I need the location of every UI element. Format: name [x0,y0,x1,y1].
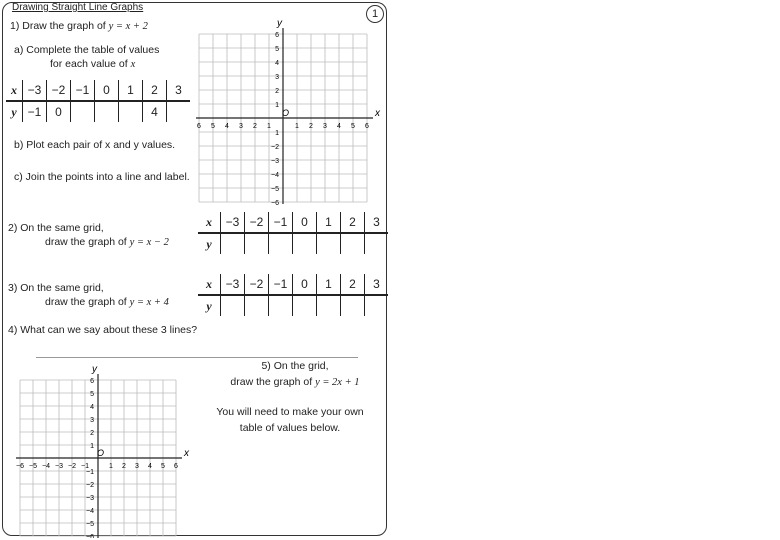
x-tick-label: 1 [109,463,113,470]
q3-table-x-cell: 1 [317,274,341,295]
y-tick-label: −4 [271,172,279,179]
x-tick-label: 6 [197,123,201,130]
q5-line2 [195,376,395,388]
coordinate-grid-2[interactable] [0,356,196,538]
q4-question: 4) What can we say about these 3 lines? [8,324,198,336]
q1-table-y-cell[interactable]: −1 [23,101,47,122]
x-tick-label: −3 [55,463,63,470]
y-tick-label: −6 [86,534,94,538]
q5-line2-text: draw the graph of [230,376,313,388]
origin-label: O [97,448,105,458]
x-tick-label: −2 [68,463,76,470]
x-tick-label: 4 [337,123,341,130]
y-tick-label: 1 [275,102,279,109]
q3-table-x-cell: −2 [245,274,269,295]
page-number-badge: 1 [366,5,384,23]
x-tick-label: 2 [122,463,126,470]
q1-table-x-cell: 2 [143,80,167,101]
q1-table-y-cell[interactable]: 4 [143,101,167,122]
q3-table-y-cell[interactable] [365,295,389,316]
y-tick-label: 2 [275,88,279,95]
q1-part-a-line2-text: for each value of [50,58,128,70]
q3-table-y-cell[interactable] [317,295,341,316]
q3-table-x-cell: −1 [269,274,293,295]
q2-equation: y = x − 2 [129,237,169,248]
x-tick-label: 4 [225,123,229,130]
q2-table-x-cell: 2 [341,212,365,233]
q3-table-y-cell[interactable] [245,295,269,316]
y-tick-label: −1 [86,469,94,476]
q2-line2 [45,236,169,248]
q2-line2-text: draw the graph of [45,236,127,248]
q1-table-x-label: x [6,80,23,101]
q1-part-a-line2 [50,58,135,70]
x-tick-label: 6 [174,463,178,470]
q3-table-x-label: x [198,274,221,295]
x-tick-label: 3 [323,123,327,130]
y-tick-label: −3 [86,495,94,502]
q2-table-y-cell[interactable] [317,233,341,254]
y-tick-label: 2 [90,430,94,437]
x-tick-label: 4 [148,463,152,470]
q1-table-y-cell[interactable] [95,101,119,122]
q2-table-x-cell: −1 [269,212,293,233]
q2-table-y-cell[interactable] [245,233,269,254]
x-axis-label: x [375,108,380,119]
x-tick-label: 5 [211,123,215,130]
q1-table-x-cell: 3 [167,80,191,101]
x-tick-label: 3 [135,463,139,470]
q3-line2 [45,296,169,308]
q1-table-x-cell: 0 [95,80,119,101]
q2-table-y-label: y [206,236,212,251]
q3-table-x-cell: 2 [341,274,365,295]
x-tick-label: 5 [161,463,165,470]
x-tick-label: −6 [16,463,24,470]
y-tick-label: −6 [271,200,279,207]
q2-table-y-cell[interactable] [221,233,245,254]
q1-table-of-values [6,80,190,122]
q3-table-x-cell: −3 [221,274,245,295]
q1-table-x-cell: −2 [47,80,71,101]
x-tick-label: 1 [295,123,299,130]
x-tick-label: 1 [267,123,271,130]
q3-table-y-cell[interactable] [293,295,317,316]
q2-table-y-cell[interactable] [269,233,293,254]
x-tick-label: 2 [253,123,257,130]
q1-part-b: b) Plot each pair of x and y values. [14,139,176,151]
y-tick-label: −3 [271,158,279,165]
origin-label: O [282,108,290,118]
q1-part-a-var: x [130,59,136,70]
y-tick-label: 6 [275,32,279,39]
y-axis-label: y [92,364,97,375]
y-tick-label: 1 [90,443,94,450]
q3-table-y-cell[interactable] [269,295,293,316]
x-tick-label: −4 [42,463,50,470]
q5-line4: table of values below. [239,422,341,434]
q2-table-y-cell[interactable] [365,233,389,254]
q3-equation: y = x + 4 [129,297,169,308]
y-tick-label: 1 [275,130,279,137]
q1-table-y-cell[interactable] [167,101,191,122]
x-axis-label: x [184,448,189,459]
q2-table-x-cell: 3 [365,212,389,233]
y-axis-label: y [277,18,282,29]
y-tick-label: 6 [90,378,94,385]
coordinate-grid-1[interactable] [196,10,386,210]
y-tick-label: −4 [86,508,94,515]
q2-table-x-cell: 1 [317,212,341,233]
y-tick-label: 4 [90,404,94,411]
q1-equation: y = x + 2 [108,21,148,32]
y-tick-label: −2 [86,482,94,489]
q2-table-y-cell[interactable] [341,233,365,254]
y-tick-label: 3 [275,74,279,81]
q1-part-c: c) Join the points into a line and label. [14,171,190,183]
q5-line3: You will need to make your own [216,406,364,418]
y-tick-label: −5 [86,521,94,528]
y-tick-label: 3 [90,417,94,424]
q3-line1: 3) On the same grid, [8,282,104,294]
y-tick-label: 5 [275,46,279,53]
y-tick-label: −2 [271,144,279,151]
x-tick-label: 3 [239,123,243,130]
q1-table-y-cell[interactable]: 0 [47,101,71,122]
q3-table-of-values [198,274,388,316]
q1-table-x-cell: 1 [119,80,143,101]
q1-table-y-cell[interactable] [119,101,143,122]
q2-line1: 2) On the same grid, [8,222,104,234]
q3-table-y-cell[interactable] [341,295,365,316]
q1-table-x-cell: −1 [71,80,95,101]
q1-table-y-cell[interactable] [71,101,95,122]
y-tick-label: −5 [271,186,279,193]
q3-table-y-label: y [206,298,212,313]
y-tick-label: 4 [275,60,279,67]
x-tick-label: 2 [309,123,313,130]
q5-equation: y = 2x + 1 [315,377,360,388]
q2-table-of-values [198,212,388,254]
q1-table-x-cell: −3 [23,80,47,101]
q2-table-x-label: x [198,212,221,233]
q2-table-y-cell[interactable] [293,233,317,254]
q1-intro [10,20,148,32]
q3-table-x-cell: 3 [365,274,389,295]
x-tick-label: −5 [29,463,37,470]
q2-table-x-cell: 0 [293,212,317,233]
q2-table-x-cell: −2 [245,212,269,233]
q5-line1: 5) On the grid, [261,360,329,372]
q3-table-y-cell[interactable] [221,295,245,316]
q3-table-x-cell: 0 [293,274,317,295]
q2-table-x-cell: −3 [221,212,245,233]
q1-intro-text: 1) Draw the graph of [10,20,106,32]
worksheet-title: Drawing Straight Line Graphs [12,2,144,13]
x-tick-label: 5 [351,123,355,130]
y-tick-label: 5 [90,391,94,398]
q3-line2-text: draw the graph of [45,296,127,308]
q1-table-y-label: y [11,104,17,119]
q1-part-a-line1: a) Complete the table of values [14,44,160,56]
x-tick-label: −1 [81,463,89,470]
x-tick-label: 6 [365,123,369,130]
